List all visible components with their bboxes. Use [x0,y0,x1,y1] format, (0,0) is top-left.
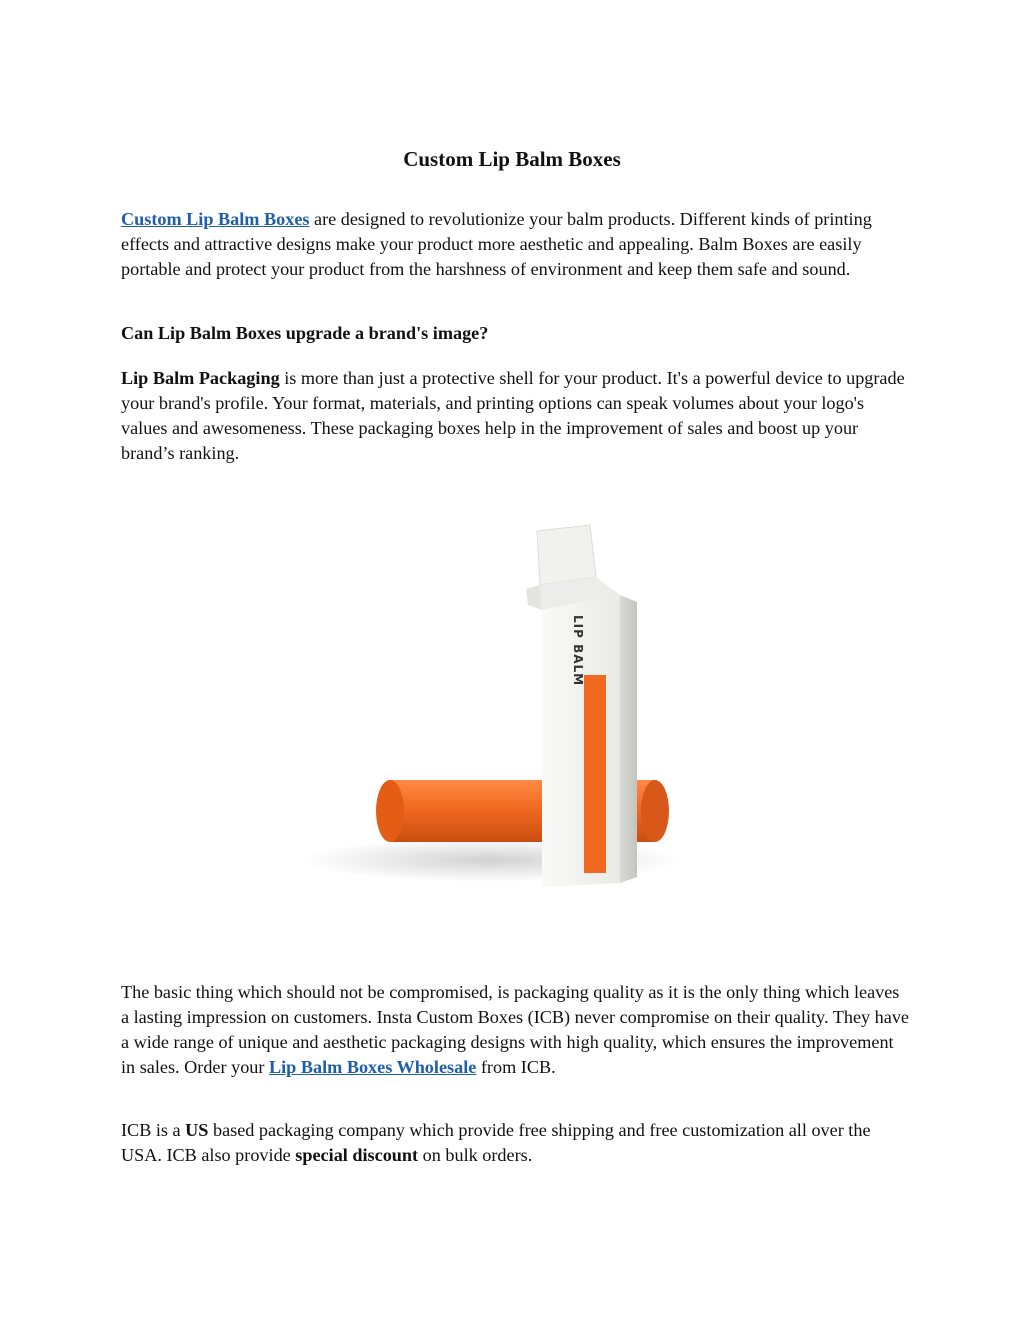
quality-text-after: from ICB. [476,1057,556,1077]
lip-balm-packaging-bold: Lip Balm Packaging [121,368,280,388]
lip-balm-packaging-paragraph [121,366,911,466]
closing-text-1: ICB is a [121,1120,186,1140]
lip-balm-box-illustration [290,515,710,910]
lip-balm-box [526,525,637,887]
closing-text-3: on bulk orders. [418,1145,533,1165]
lip-balm-boxes-wholesale-link[interactable]: Lip Balm Boxes Wholesale [269,1057,477,1077]
custom-lip-balm-boxes-link[interactable]: Custom Lip Balm Boxes [121,209,310,229]
special-discount-bold: special discount [295,1145,419,1165]
intro-text: are designed to revolutionize your balm products. Different kinds of printing effects and attractive designs make your product more aesthetic and appealing. Balm Boxes are easily portable and protect your product from the harshness of environment and keep them safe and sound. [121,209,872,279]
intro-paragraph [121,207,911,282]
page-title: Custom Lip Balm Boxes [403,147,621,171]
lip-balm-packaging-text: is more than just a protective shell for your product. It's a powerful device to upgrade your brand's profile. Your format, materials, and printing options can speak volumes about your logo's values and awesomeness. These packaging boxes help in the improvement of sales and boost up your brand’s ranking. [121,368,905,463]
box-orange-stripe [584,675,606,873]
box-label-text: LIP BALM [571,615,585,687]
quality-text: The basic thing which should not be compromised, is packaging quality as it is the only thing which leaves a lasting impression on customers. Insta Custom Boxes (ICB) never compromise on their quality. They have a wide range of unique and aesthetic packaging designs with high quality, which ensures the improvement in sales. Order your [121,982,909,1077]
lip-balm-product-image [290,515,710,910]
closing-text-2: based packaging company which provide free shipping and free customization all over the USA. ICB also provide [121,1120,871,1165]
us-bold: US [185,1120,209,1140]
section-heading: Can Lip Balm Boxes upgrade a brand's image? [121,323,489,343]
closing-paragraph [121,1118,911,1168]
quality-paragraph [121,980,911,1080]
